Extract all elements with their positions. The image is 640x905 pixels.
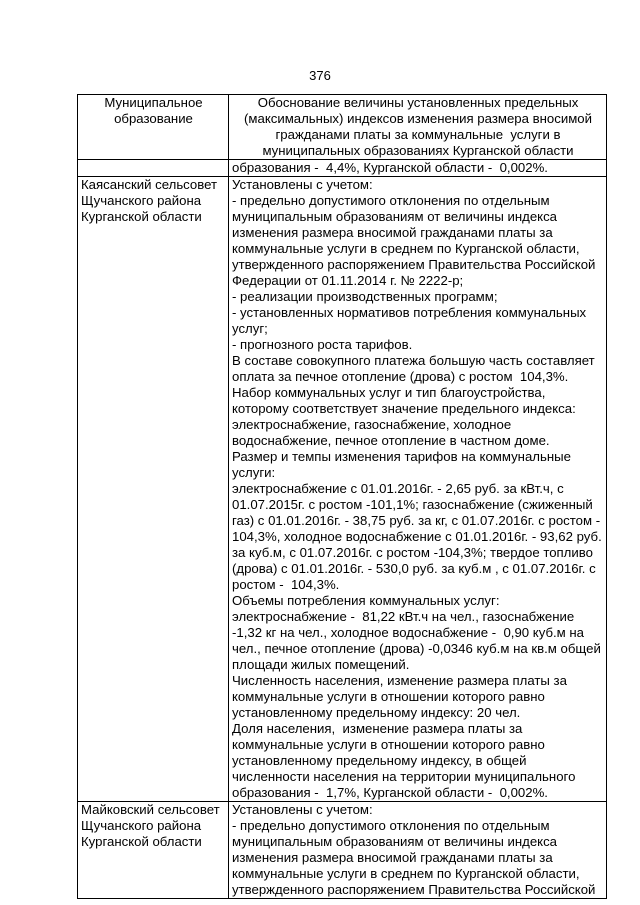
justification-line: Доля населения, изменение размера платы за [232, 721, 523, 736]
justification-line: Установлены с учетом: [232, 177, 373, 192]
municipality-cell [78, 802, 229, 899]
header-line: Муниципальное [104, 95, 203, 110]
header-line: Обоснование величины установленных предельных [257, 95, 579, 110]
header-municipality [78, 95, 229, 160]
justification-line: установленному предельному индексу: 20 чел. [232, 705, 521, 720]
municipality-line: Майковский сельсовет [81, 802, 220, 817]
justification-line: чел., печное отопление (дрова) -0,0346 куб.м на кв.м общей [232, 641, 601, 656]
municipality-line: Щучанского района [81, 818, 202, 833]
justification-line: услуги: [232, 465, 276, 480]
justification-line: 01.07.2015г. с ростом -101,1%; газоснабжение (сжиженный [232, 497, 593, 512]
tariff-index-table [77, 94, 607, 899]
municipality-line: Курганской области [81, 209, 202, 224]
justification-line: оплата за печное отопление (дрова) с ростом 104,3%. [232, 369, 569, 384]
justification-line: муниципальным образованиям от величины индекса [232, 209, 558, 224]
justification-line: коммунальные услуги в отношении которого равно [232, 737, 545, 752]
justification-line: ростом - 104,3%. [232, 577, 340, 592]
municipality-line: Курганской области [81, 834, 202, 849]
justification-line: -1,32 кг на чел., холодное водоснабжение - 0,90 куб.м на [232, 625, 585, 640]
justification-line: - предельно допустимого отклонения по отдельным [232, 818, 550, 833]
justification-line: Численность населения, изменение размера платы за [232, 673, 567, 688]
justification-line: Набор коммунальных услуг и тип благоустройства, [232, 385, 546, 400]
header-line: гражданами платы за коммунальные услуги в [275, 127, 561, 142]
justification-line: электроснабжение - 81,22 кВт.ч на чел., газоснабжение [232, 609, 575, 624]
justification-line: газ) с 01.01.2016г. - 38,75 руб. за кг, с 01.07.2016г. с ростом - [232, 513, 601, 528]
table-row [78, 177, 607, 802]
justification-line: В составе совокупного платежа большую часть составляет [232, 353, 595, 368]
justification-line: электроснабжение с 01.01.2016г. - 2,65 руб. за кВт.ч, с [232, 481, 564, 496]
justification-line: установленному предельному индексу, в общей [232, 753, 527, 768]
municipality-line: Щучанского района [81, 193, 202, 208]
header-justification [229, 95, 607, 160]
table-header-row [78, 95, 607, 160]
justification-line: коммунальные услуги в среднем по Курганской области, [232, 866, 580, 881]
justification-line: численности населения на территории муниципального [232, 769, 576, 784]
justification-line: утвержденного распоряжением Правительства Российской [232, 257, 596, 272]
justification-line: - прогнозного роста тарифов. [232, 337, 413, 352]
justification-cell [229, 177, 607, 802]
header-line: муниципальных образованиях Курганской области [262, 143, 574, 158]
justification-line: Установлены с учетом: [232, 802, 373, 817]
continuation-row [78, 160, 607, 177]
continuation-text: образования - 4,4%, Курганской области - 0,002%. [232, 160, 548, 175]
justification-line: - предельно допустимого отклонения по отдельным [232, 193, 550, 208]
justification-line: - установленных нормативов потребления коммунальных [232, 305, 587, 320]
justification-line: утвержденного распоряжением Правительства Российской [232, 882, 596, 897]
municipality-cell [78, 177, 229, 802]
justification-line: (дрова) с 01.01.2016г. - 530,0 руб. за куб.м , с 01.07.2016г. с [232, 561, 596, 576]
justification-line: образования - 1,7%, Курганской области - 0,002%. [232, 785, 548, 800]
justification-line: - реализации производственных программ; [232, 289, 498, 304]
justification-line: за куб.м, с 01.07.2016г. с ростом -104,3%; твердое топливо [232, 545, 593, 560]
justification-line: муниципальным образованиям от величины индекса [232, 834, 558, 849]
continuation-empty-cell [78, 160, 229, 177]
justification-line: 104,3%, холодное водоснабжение с 01.01.2016г. - 93,62 руб. [232, 529, 602, 544]
header-line: (максимальных) индексов изменения размера вносимой [244, 111, 592, 126]
header-line: образование [114, 111, 193, 126]
justification-line: коммунальные услуги в отношении которого равно [232, 689, 545, 704]
justification-line: которому соответствует значение предельного индекса: [232, 401, 576, 416]
justification-line: электроснабжение, газоснабжение, холодное [232, 417, 512, 432]
justification-cell [229, 802, 607, 899]
page-number: 376 [309, 68, 331, 83]
justification-line: Объемы потребления коммунальных услуг: [232, 593, 500, 608]
justification-line: услуг; [232, 321, 268, 336]
table-row [78, 802, 607, 899]
justification-line: Размер и темпы изменения тарифов на коммунальные [232, 449, 571, 464]
continuation-cell [229, 160, 607, 177]
justification-line: водоснабжение, печное отопление в частном доме. [232, 433, 550, 448]
justification-line: изменения размера вносимой гражданами платы за [232, 225, 553, 240]
municipality-line: Каясанский сельсовет [81, 177, 218, 192]
justification-line: площади жилых помещений. [232, 657, 410, 672]
justification-line: Федерации от 01.11.2014 г. № 2222-р; [232, 273, 464, 288]
justification-line: изменения размера вносимой гражданами платы за [232, 850, 553, 865]
justification-line: коммунальные услуги в среднем по Курганской области, [232, 241, 580, 256]
